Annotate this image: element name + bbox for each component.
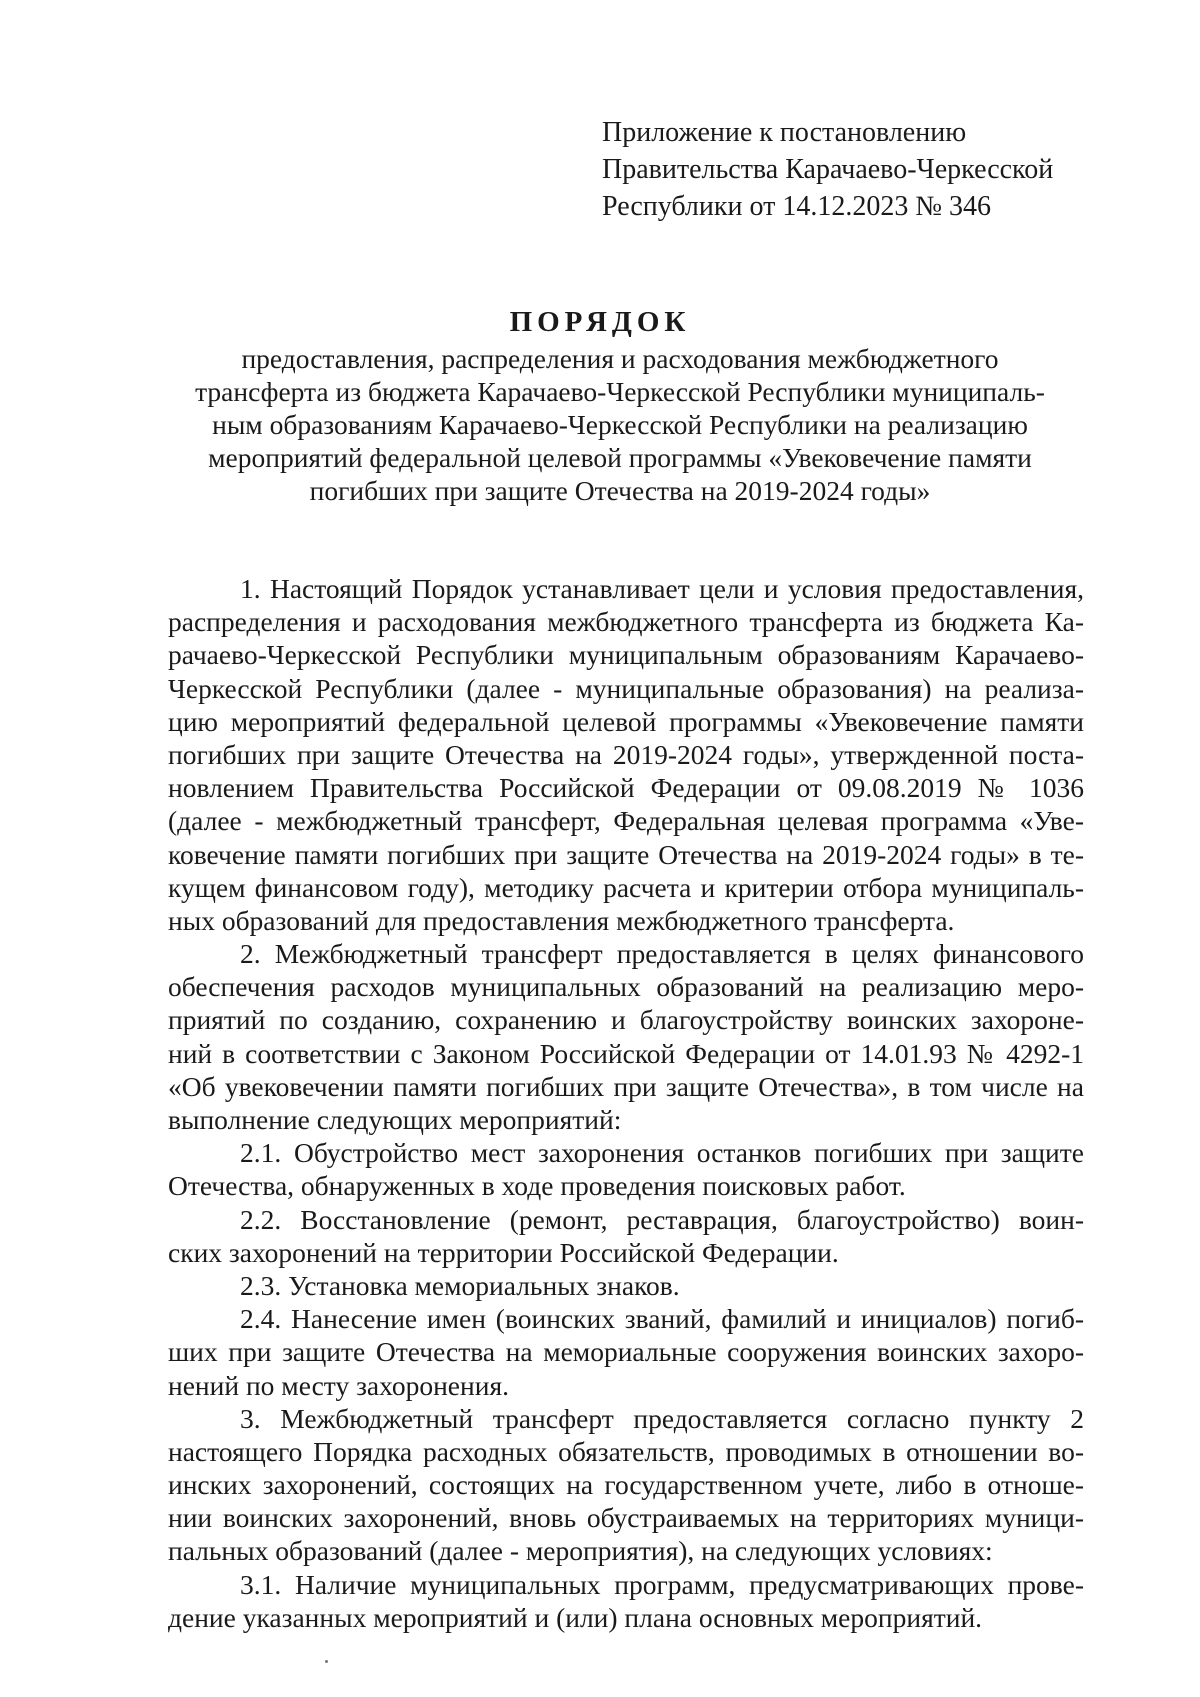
text-line: настоящего Порядка расходных обязательств, проводимых в отношении во-	[168, 1435, 1084, 1467]
document-body	[168, 572, 1084, 1634]
paragraph-2	[168, 937, 1084, 1136]
paragraph-3	[168, 1402, 1084, 1568]
text-line: обеспечения расходов муниципальных образований на реализацию меро-	[168, 971, 1084, 1003]
text-line: погибших при защите Отечества на 2019-2024 годы», утвержденной поста-	[168, 738, 1084, 770]
subtitle-line: ным образованиям Карачаево-Черкесской Республики на реализацию	[212, 409, 1028, 440]
scan-speck	[325, 1660, 328, 1663]
paragraph-1	[168, 572, 1084, 937]
text-line: цию мероприятий федеральной целевой программы «Увековечение памяти	[168, 705, 1084, 737]
appendix-line: Приложение к постановлению	[602, 117, 967, 148]
paragraph-2-3	[168, 1269, 1084, 1302]
text-line: 3.1. Наличие муниципальных программ, предусматривающих прове-	[240, 1568, 1084, 1600]
text-line: ных образований для предоставления межбюджетного трансферта.	[168, 904, 955, 936]
text-line: кущем финансовом году), методику расчета и критерии отбора муниципаль-	[168, 871, 1084, 903]
text-line: выполнение следующих мероприятий:	[168, 1104, 622, 1135]
text-line: пальных образований (далее - мероприятия), на следующих условиях:	[168, 1535, 993, 1567]
text-line: 2.1. Обустройство мест захоронения останков погибших при защите	[240, 1137, 1084, 1169]
text-line: новлением Правительства Российской Федерации от 09.08.2019 № 1036	[168, 772, 1084, 804]
appendix-header	[602, 114, 1122, 225]
text-line: ших при защите Отечества на мемориальные сооружения воинских захоро-	[168, 1336, 1084, 1368]
text-line: Отечества, обнаруженных в ходе проведения поисковых работ.	[168, 1170, 906, 1202]
text-line: 2.4. Нанесение имен (воинских званий, фамилий и инициалов) погиб-	[240, 1303, 1084, 1335]
text-line: 2. Межбюджетный трансферт предоставляется в целях финансового	[240, 938, 1084, 970]
text-line: 1. Настоящий Порядок устанавливает цели и условия предоставления,	[240, 573, 1084, 604]
text-line: ний в соответствии с Законом Российской Федерации от 14.01.93 № 4292-1	[168, 1037, 1084, 1069]
paragraph-3-1	[168, 1568, 1084, 1634]
subtitle-line: трансферта из бюджета Карачаево-Черкесской Республики муниципаль-	[195, 376, 1045, 407]
subtitle-line: мероприятий федеральной целевой программы «Увековечение памяти	[208, 442, 1032, 473]
document-subtitle	[180, 342, 1060, 507]
subtitle-line: погибших при защите Отечества на 2019-2024 годы»	[309, 475, 931, 506]
text-line: 2.2. Восстановление (ремонт, реставрация, благоустройство) воин-	[240, 1203, 1084, 1235]
subtitle-line: предоставления, распределения и расходования межбюджетного	[241, 343, 999, 374]
text-line: «Об увековечении памяти погибших при защите Отечества», в том числе на	[168, 1070, 1084, 1102]
text-line: распределения и расходования межбюджетного трансферта из бюджета Ка-	[168, 606, 1084, 638]
text-line: Черкесской Республики (далее - муниципальные образования) на реализа-	[168, 672, 1084, 704]
text-line: нений по месту захоронения.	[168, 1369, 509, 1401]
text-line: нии воинских захоронений, вновь обустраиваемых на территориях муници-	[168, 1502, 1084, 1534]
text-line: дение указанных мероприятий и (или) плана основных мероприятий.	[168, 1601, 983, 1633]
text-line: рачаево-Черкесской Республики муниципальным образованиям Карачаево-	[168, 639, 1084, 671]
paragraph-2-4	[168, 1302, 1084, 1402]
document-title: ПОРЯДОК	[509, 306, 691, 338]
text-line: ских захоронений на территории Российской Федерации.	[168, 1236, 839, 1268]
text-line: инских захоронений, состоящих на государственном учете, либо в отноше-	[168, 1469, 1084, 1501]
text-line: приятий по созданию, сохранению и благоустройству воинских захороне-	[168, 1004, 1084, 1036]
text-line: ковечение памяти погибших при защите Отечества на 2019-2024 годы» в те-	[168, 838, 1084, 870]
text-line: (далее - межбюджетный трансферт, Федеральная целевая программа «Уве-	[168, 805, 1084, 837]
paragraph-2-1	[168, 1136, 1084, 1202]
text-line: 3. Межбюджетный трансферт предоставляется согласно пункту 2	[240, 1402, 1084, 1434]
appendix-line: Правительства Карачаево-Черкесской	[602, 154, 1054, 185]
appendix-line: Республики от 14.12.2023 № 346	[602, 191, 992, 222]
paragraph-2-2	[168, 1203, 1084, 1269]
text-line: 2.3. Установка мемориальных знаков.	[240, 1269, 680, 1301]
